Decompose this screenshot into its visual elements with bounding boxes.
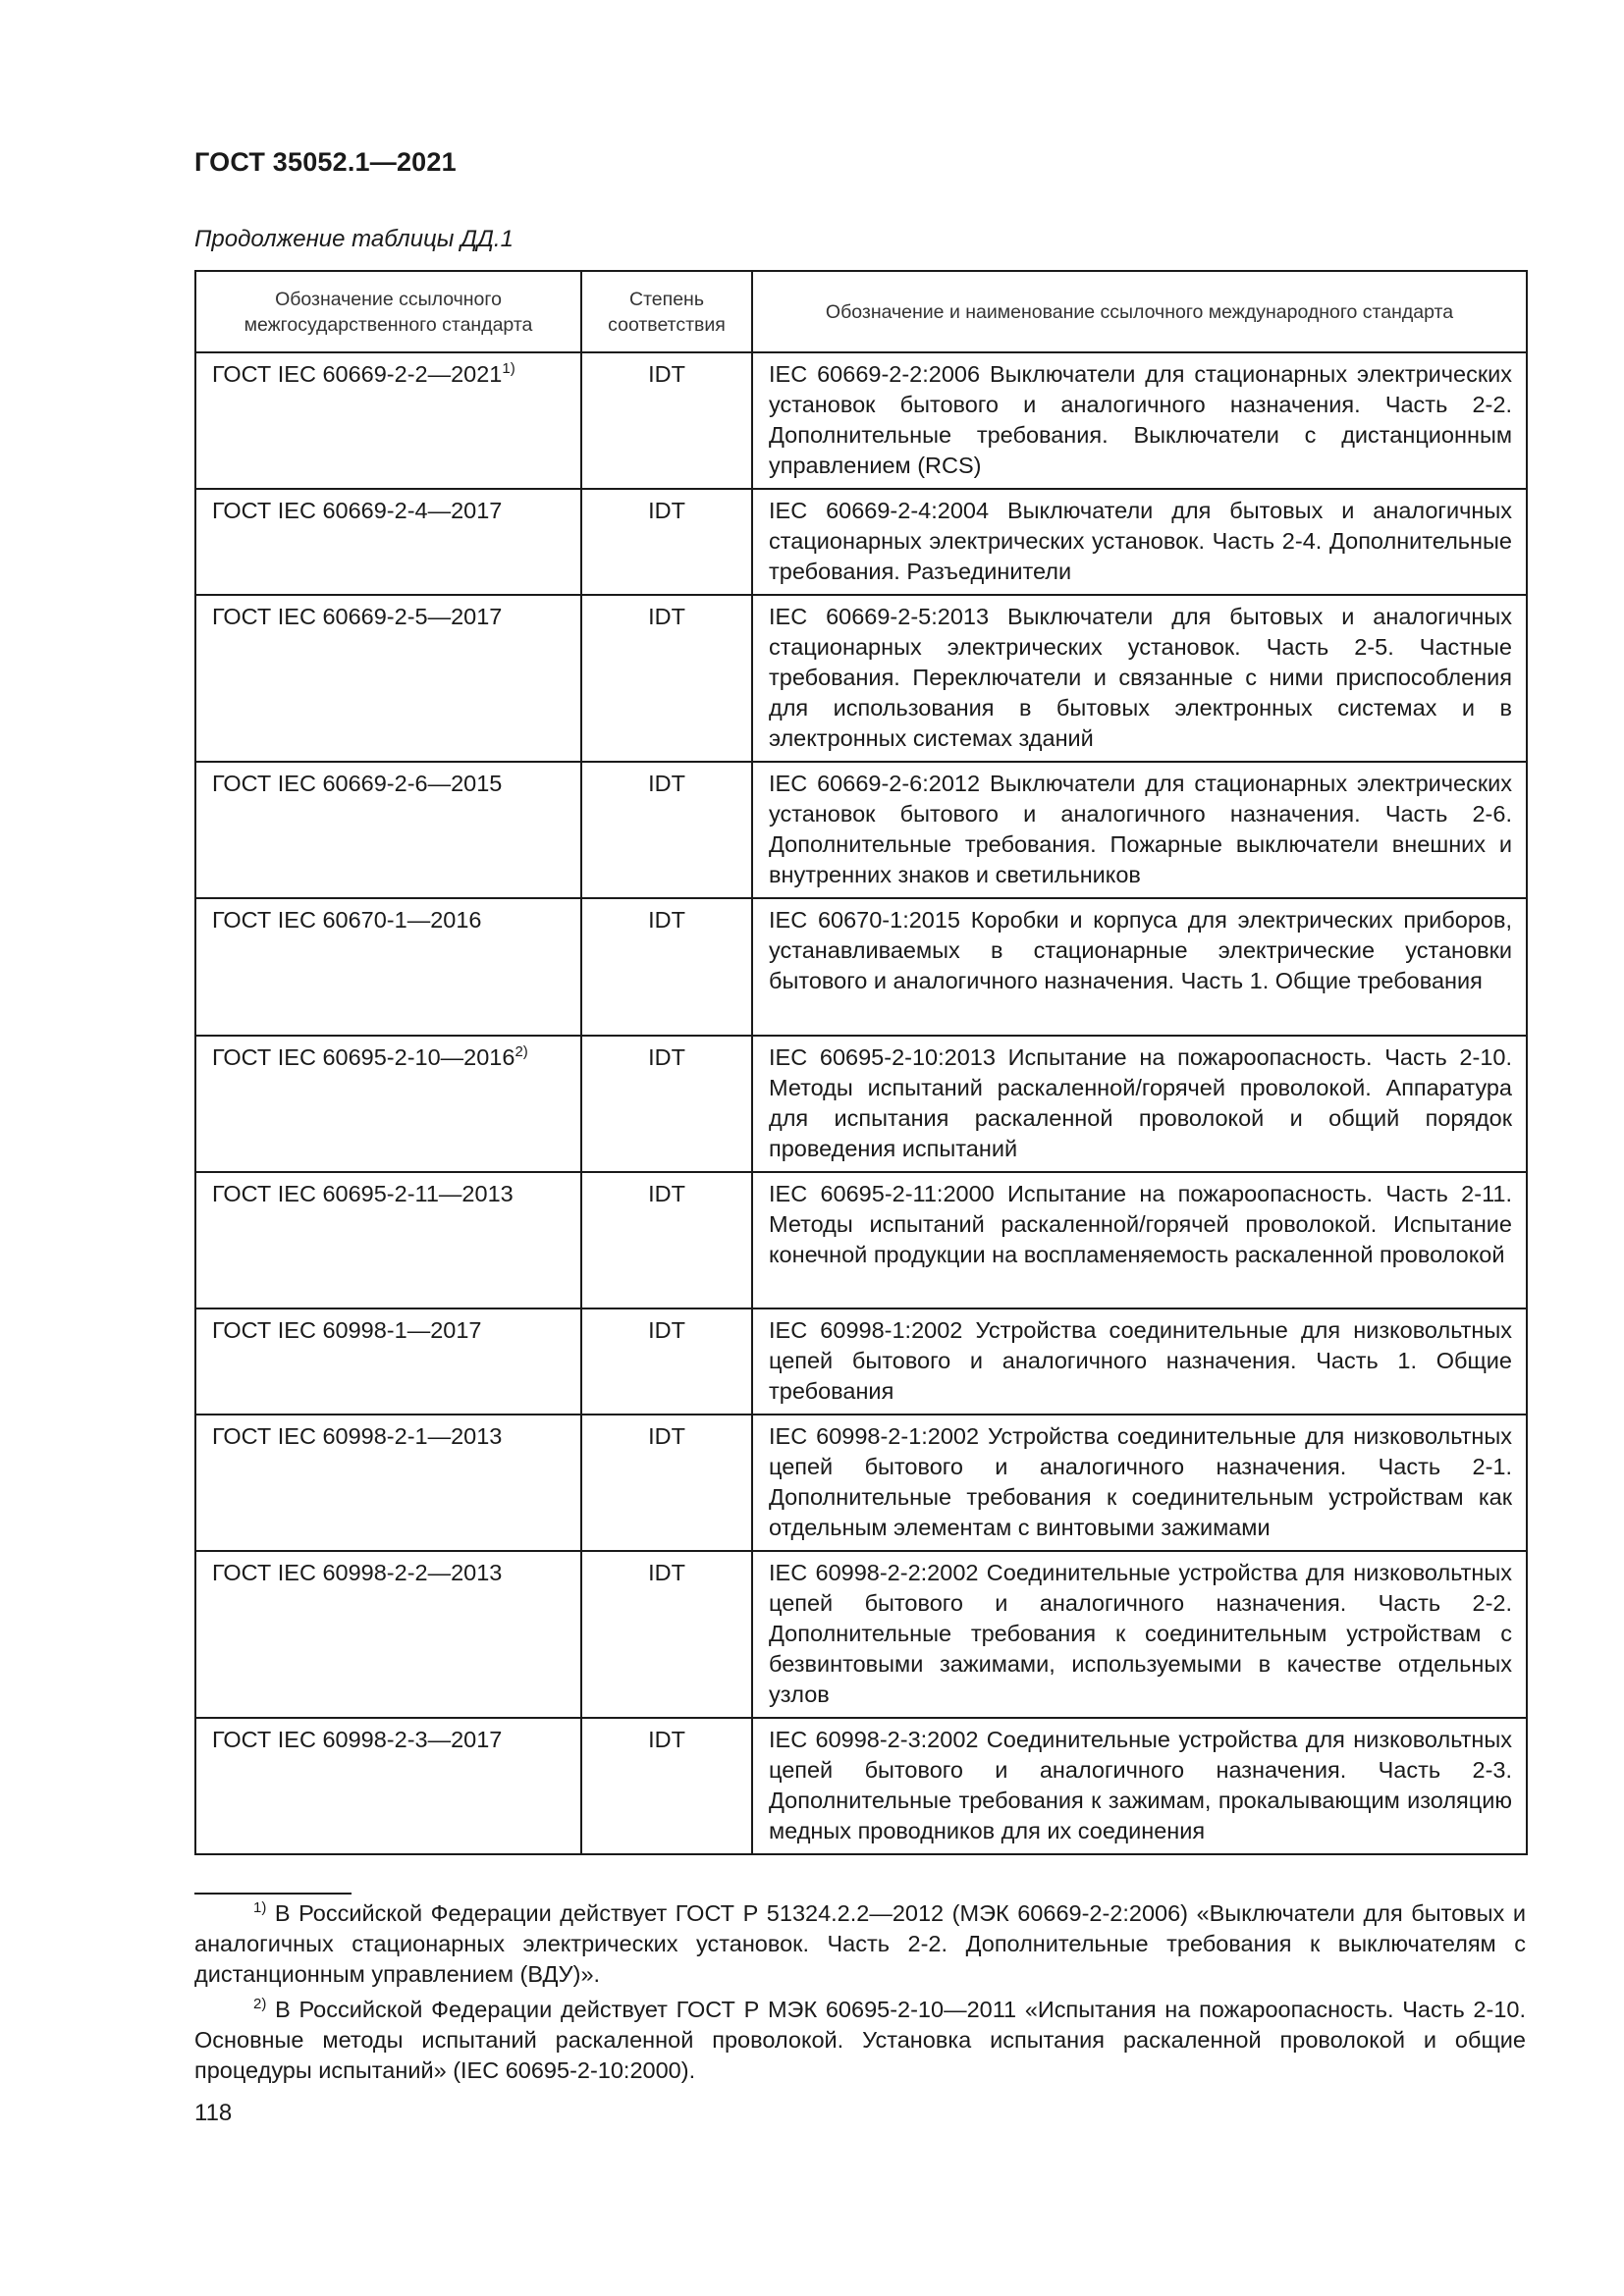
gost-cell xyxy=(195,1308,581,1415)
table-row xyxy=(195,489,1527,595)
gost-designation: ГОСТ IEC 60695-2-10—2016 xyxy=(212,1044,515,1070)
column-header-degree: Степень соответствия xyxy=(581,271,752,352)
table-row xyxy=(195,1036,1527,1172)
international-cell: IEC 60695-2-11:2000 Испытание на пожароопасность. Часть 2-11. Методы испытаний раскаленной/горячей проволокой. Испытание конечной продукции на воспламеняемость раскаленной проволокой xyxy=(752,1172,1527,1308)
table-row xyxy=(195,1172,1527,1308)
footnote-2 xyxy=(194,1995,1526,2086)
column-header-international: Обозначение и наименование ссылочного международного стандарта xyxy=(752,271,1527,352)
international-cell: IEC 60998-2-1:2002 Устройства соединительные для низковольтных цепей бытового и аналогичного назначения. Часть 2-1. Дополнительные требования к соединительным устройствам как отдельным элементам с винтовыми зажимами xyxy=(752,1415,1527,1551)
table-row xyxy=(195,1551,1527,1718)
international-cell: IEC 60669-2-4:2004 Выключатели для бытовых и аналогичных стационарных электрических установок. Часть 2-4. Дополнительные требования. Разъединители xyxy=(752,489,1527,595)
gost-designation: ГОСТ IEC 60998-2-3—2017 xyxy=(212,1727,503,1752)
gost-designation: ГОСТ IEC 60669-2-5—2017 xyxy=(212,604,503,629)
table-row xyxy=(195,1308,1527,1415)
international-cell: IEC 60670-1:2015 Коробки и корпуса для электрических приборов, устанавливаемых в стационарные электрические установки бытового и аналогичного назначения. Часть 1. Общие требования xyxy=(752,898,1527,1036)
degree-cell: IDT xyxy=(581,1718,752,1854)
footnote-mark: 2) xyxy=(253,1996,267,2013)
gost-cell xyxy=(195,762,581,898)
international-cell: IEC 60998-2-2:2002 Соединительные устройства для низковольтных цепей бытового и аналогичного назначения. Часть 2-2. Дополнительные требования к соединительным устройствам с безвинтовыми зажимами, используемыми в качестве отдельных узлов xyxy=(752,1551,1527,1718)
international-cell: IEC 60695-2-10:2013 Испытание на пожароопасность. Часть 2-10. Методы испытаний раскаленной/горячей проволокой. Аппаратура для испытания раскаленной проволокой и общий порядок проведения испытаний xyxy=(752,1036,1527,1172)
table-row xyxy=(195,762,1527,898)
gost-designation: ГОСТ IEC 60998-1—2017 xyxy=(212,1317,482,1343)
gost-cell xyxy=(195,1172,581,1308)
international-cell: IEC 60669-2-6:2012 Выключатели для стационарных электрических установок бытового и аналогичного назначения. Часть 2-6. Дополнительные требования. Пожарные выключатели внешних и внутренних знаков и светильников xyxy=(752,762,1527,898)
footnote-divider xyxy=(194,1893,352,1895)
column-header-gost: Обозначение ссылочного межгосударственного стандарта xyxy=(195,271,581,352)
gost-designation: ГОСТ IEC 60669-2-6—2015 xyxy=(212,771,503,796)
footnote-text: В Российской Федерации действует ГОСТ Р 51324.2.2—2012 (МЭК 60669-2-2:2006) «Выключатели для бытовых и аналогичных стационарных электрических установок. Часть 2-2. Дополнительные требования к выключателям с дистанционным управлением (ВДУ)». xyxy=(194,1900,1526,1987)
degree-cell: IDT xyxy=(581,1036,752,1172)
footnote-mark: 1) xyxy=(253,1899,267,1917)
gost-cell xyxy=(195,1718,581,1854)
international-cell: IEC 60669-2-2:2006 Выключатели для стационарных электрических установок бытового и аналогичного назначения. Часть 2-2. Дополнительные требования. Выключатели с дистанционным управлением (RCS) xyxy=(752,352,1527,489)
reference-standards-table xyxy=(194,270,1528,1855)
degree-cell: IDT xyxy=(581,489,752,595)
footnote-1 xyxy=(194,1898,1526,1990)
table-header-row xyxy=(195,271,1527,352)
table-row xyxy=(195,352,1527,489)
gost-designation: ГОСТ IEC 60695-2-11—2013 xyxy=(212,1181,514,1206)
gost-cell xyxy=(195,352,581,489)
gost-designation: ГОСТ IEC 60998-2-1—2013 xyxy=(212,1423,503,1449)
international-cell: IEC 60669-2-5:2013 Выключатели для бытовых и аналогичных стационарных электрических установок. Часть 2-5. Частные требования. Переключатели и связанные с ними приспособления для использования в бытовых электронных системах и в электронных системах зданий xyxy=(752,595,1527,762)
international-cell: IEC 60998-2-3:2002 Соединительные устройства для низковольтных цепей бытового и аналогичного назначения. Часть 2-3. Дополнительные требования к зажимам, прокалывающим изоляцию медных проводников для их соединения xyxy=(752,1718,1527,1854)
gost-cell xyxy=(195,595,581,762)
degree-cell: IDT xyxy=(581,595,752,762)
footnote-ref: 1) xyxy=(502,360,515,378)
table-row xyxy=(195,1718,1527,1854)
degree-cell: IDT xyxy=(581,1415,752,1551)
degree-cell: IDT xyxy=(581,1308,752,1415)
degree-cell: IDT xyxy=(581,352,752,489)
gost-designation: ГОСТ IEC 60669-2-4—2017 xyxy=(212,498,503,523)
table-row xyxy=(195,1415,1527,1551)
footnote-text: В Российской Федерации действует ГОСТ Р МЭК 60695-2-10—2011 «Испытания на пожароопасность. Часть 2-10. Основные методы испытаний раскаленной проволокой. Установка испытания раскаленной проволокой и общие процедуры испытаний» (IEC 60695-2-10:2000). xyxy=(194,1997,1526,2083)
gost-designation: ГОСТ IEC 60998-2-2—2013 xyxy=(212,1560,503,1585)
table-row xyxy=(195,898,1527,1036)
gost-cell xyxy=(195,1036,581,1172)
gost-cell xyxy=(195,489,581,595)
degree-cell: IDT xyxy=(581,1551,752,1718)
gost-cell xyxy=(195,898,581,1036)
table-caption: Продолжение таблицы ДД.1 xyxy=(194,226,514,252)
gost-cell xyxy=(195,1415,581,1551)
gost-cell xyxy=(195,1551,581,1718)
footnote-ref: 2) xyxy=(514,1043,528,1061)
gost-designation: ГОСТ IEC 60670-1—2016 xyxy=(212,907,482,933)
international-cell: IEC 60998-1:2002 Устройства соединительные для низковольтных цепей бытового и аналогичного назначения. Часть 1. Общие требования xyxy=(752,1308,1527,1415)
degree-cell: IDT xyxy=(581,1172,752,1308)
document-header: ГОСТ 35052.1—2021 xyxy=(194,147,457,177)
degree-cell: IDT xyxy=(581,898,752,1036)
degree-cell: IDT xyxy=(581,762,752,898)
page-number: 118 xyxy=(194,2100,233,2126)
table-row xyxy=(195,595,1527,762)
gost-designation: ГОСТ IEC 60669-2-2—2021 xyxy=(212,361,503,387)
